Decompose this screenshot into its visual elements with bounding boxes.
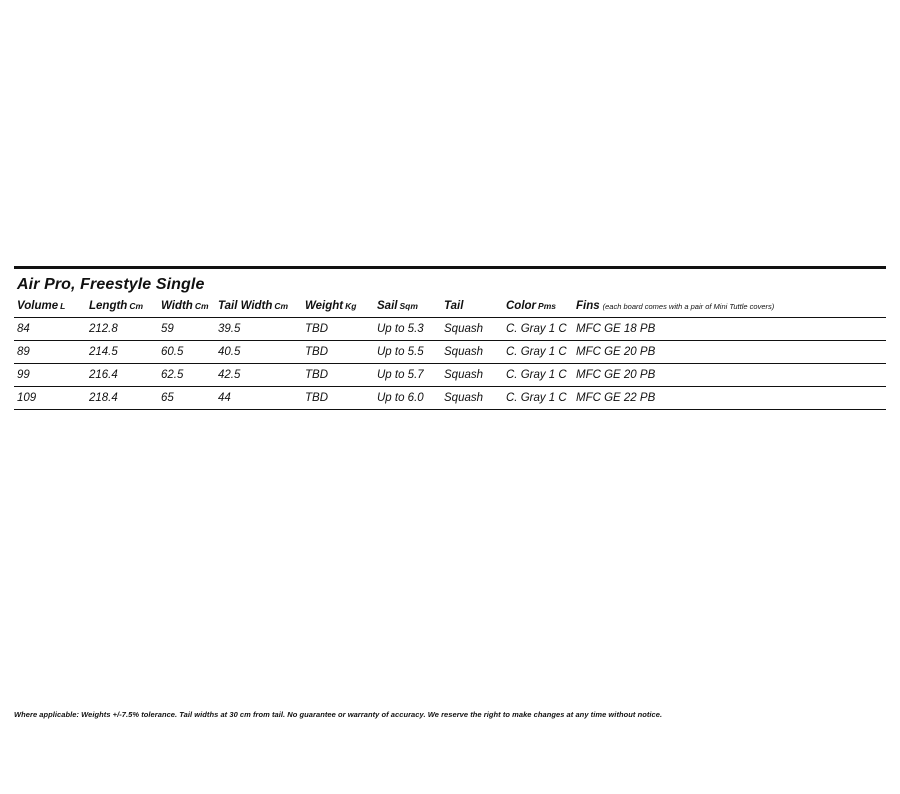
table-header-row xyxy=(14,300,886,318)
cell-color: C. Gray 1 C xyxy=(503,364,573,387)
table-row xyxy=(14,341,886,364)
column-label: Color xyxy=(506,300,537,312)
column-unit: Pms xyxy=(538,301,556,311)
column-unit: Kg xyxy=(345,301,357,311)
cell-length: 212.8 xyxy=(86,318,158,341)
column-label: Tail xyxy=(444,300,464,312)
column-header-volume xyxy=(14,300,86,318)
table-row xyxy=(14,387,886,410)
column-header-color xyxy=(503,300,573,318)
cell-weight: TBD xyxy=(302,318,374,341)
column-label: Volume xyxy=(17,300,59,312)
cell-fins: MFC GE 20 PB xyxy=(573,364,886,387)
column-unit: L xyxy=(60,301,66,311)
cell-volume: 89 xyxy=(14,341,86,364)
cell-fins: MFC GE 20 PB xyxy=(573,341,886,364)
column-header-tail xyxy=(441,300,503,318)
specifications-table xyxy=(14,300,886,410)
cell-length: 218.4 xyxy=(86,387,158,410)
table-row xyxy=(14,364,886,387)
cell-volume: 99 xyxy=(14,364,86,387)
cell-weight: TBD xyxy=(302,341,374,364)
cell-color: C. Gray 1 C xyxy=(503,341,573,364)
cell-tail-width: 40.5 xyxy=(215,341,302,364)
column-unit: Cm xyxy=(194,301,209,311)
cell-tail: Squash xyxy=(441,341,503,364)
cell-fins: MFC GE 18 PB xyxy=(573,318,886,341)
cell-tail: Squash xyxy=(441,318,503,341)
column-label: Fins xyxy=(576,300,600,312)
cell-width: 62.5 xyxy=(158,364,215,387)
cell-volume: 84 xyxy=(14,318,86,341)
column-unit xyxy=(463,301,465,311)
header-rule xyxy=(14,266,886,269)
cell-sail: Up to 5.5 xyxy=(374,341,441,364)
disclaimer-footnote: Where applicable: Weights +/-7.5% tolerance. Tail widths at 30 cm from tail. No guarantee or warranty of accuracy. We reserve the right to make changes at any time without notice. xyxy=(14,710,663,719)
column-header-fins xyxy=(573,300,886,318)
cell-length: 216.4 xyxy=(86,364,158,387)
column-label: Length xyxy=(89,300,128,312)
column-header-width xyxy=(158,300,215,318)
cell-sail: Up to 5.3 xyxy=(374,318,441,341)
column-label: Width xyxy=(161,300,193,312)
column-unit: Cm xyxy=(274,301,289,311)
cell-sail: Up to 6.0 xyxy=(374,387,441,410)
cell-tail: Squash xyxy=(441,387,503,410)
column-header-length xyxy=(86,300,158,318)
column-header-weight xyxy=(302,300,374,318)
column-unit: Sqm xyxy=(399,301,418,311)
cell-length: 214.5 xyxy=(86,341,158,364)
cell-tail-width: 39.5 xyxy=(215,318,302,341)
cell-color: C. Gray 1 C xyxy=(503,318,573,341)
column-label: Weight xyxy=(305,300,344,312)
cell-weight: TBD xyxy=(302,387,374,410)
column-label: Tail Width xyxy=(218,300,273,312)
spec-table-block xyxy=(14,266,886,410)
cell-tail-width: 42.5 xyxy=(215,364,302,387)
table-row xyxy=(14,318,886,341)
cell-width: 65 xyxy=(158,387,215,410)
column-note: (each board comes with a pair of Mini Tuttle covers) xyxy=(602,302,775,311)
cell-color: C. Gray 1 C xyxy=(503,387,573,410)
cell-width: 60.5 xyxy=(158,341,215,364)
page-title: Air Pro, Freestyle Single xyxy=(17,276,205,293)
cell-width: 59 xyxy=(158,318,215,341)
cell-tail: Squash xyxy=(441,364,503,387)
column-header-tail-width xyxy=(215,300,302,318)
cell-sail: Up to 5.7 xyxy=(374,364,441,387)
cell-volume: 109 xyxy=(14,387,86,410)
cell-tail-width: 44 xyxy=(215,387,302,410)
cell-fins: MFC GE 22 PB xyxy=(573,387,886,410)
column-header-sail xyxy=(374,300,441,318)
cell-weight: TBD xyxy=(302,364,374,387)
column-unit: Cm xyxy=(129,301,144,311)
column-label: Sail xyxy=(377,300,398,312)
